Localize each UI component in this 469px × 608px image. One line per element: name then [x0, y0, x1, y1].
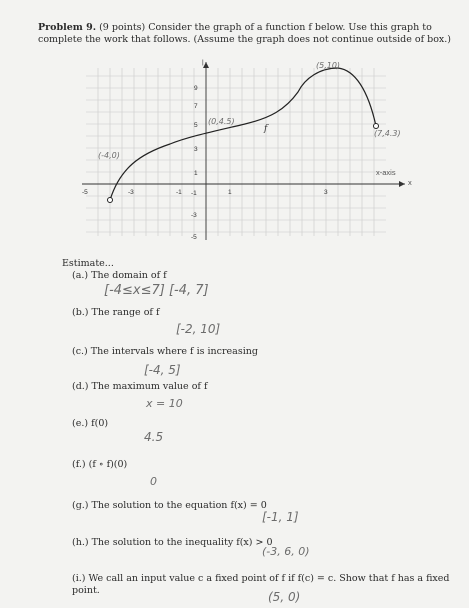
point-label-right: (7,4.3) [374, 129, 401, 138]
question-c [72, 346, 258, 357]
question-f [72, 459, 127, 470]
question-g [72, 500, 267, 511]
y-tick-neg1: -1 [191, 190, 197, 197]
y-tick-7: 7 [194, 103, 198, 110]
question-a-label: (a.) [72, 270, 89, 281]
y-axis-end-mark: | [202, 59, 204, 66]
y-tick-9: 9 [194, 85, 198, 92]
curve-label-f: f [264, 124, 268, 134]
point-label-top: (5,10) [316, 61, 341, 70]
question-g-label: (g.) [72, 500, 89, 511]
question-a [72, 270, 167, 281]
x-tick-1: 1 [228, 189, 232, 196]
problem-text: (9 points) Consider the graph of a function f below. Use this graph to complete the work that follows. (Assume the graph does not continue outside of box.) [38, 22, 451, 45]
x-tick-neg3: -3 [128, 189, 134, 196]
question-h-label: (h.) [72, 537, 89, 548]
x-tick-neg1: -1 [176, 189, 182, 196]
function-graph [70, 58, 415, 248]
question-i-text: We call an input value c a fixed point of f if f(c) = c. Show that f has a fixed point. [72, 573, 450, 596]
x-axis-label: x-axis [376, 168, 396, 177]
y-tick-neg3: -3 [191, 212, 197, 219]
question-e [72, 418, 108, 429]
answer-d: x = 10 [146, 397, 183, 410]
domain-end-point [374, 124, 379, 129]
question-b [72, 307, 159, 318]
question-a-text: The domain of f [91, 270, 167, 281]
y-tick-1: 1 [194, 170, 198, 177]
x-axis-end-label: x [408, 178, 412, 187]
answer-f: 0 [150, 475, 157, 488]
question-d [72, 381, 207, 392]
question-c-label: (c.) [72, 346, 88, 357]
question-b-text: The range of f [91, 307, 160, 318]
y-tick-3: 3 [194, 146, 198, 153]
x-tick-3: 3 [324, 189, 328, 196]
answer-h: (-3, 6, 0) [262, 545, 310, 558]
question-i-label: (i.) [72, 573, 86, 584]
question-b-label: (b.) [72, 307, 89, 318]
question-e-label: (e.) [72, 418, 89, 429]
question-c-text: The intervals where f is increasing [90, 346, 258, 357]
question-f-text: (f ∘ f)(0) [88, 459, 128, 470]
question-i [72, 573, 452, 597]
answer-e: 4.5 [144, 430, 164, 444]
y-axis-arrow [203, 62, 209, 68]
answer-g: [-1, 1] [262, 510, 299, 524]
point-label-mid: (0,4.5) [208, 117, 235, 126]
x-tick-neg5: -5 [82, 189, 88, 196]
problem-label: Problem 9. [38, 22, 97, 33]
question-h [72, 537, 273, 548]
y-tick-5: 5 [194, 122, 198, 129]
graph-grid [86, 68, 386, 236]
question-d-label: (d.) [72, 381, 89, 392]
answer-b: [-2, 10] [176, 322, 221, 336]
question-h-text: The solution to the inequality f(x) > 0 [91, 537, 273, 548]
problem-statement [38, 22, 458, 46]
y-tick-neg5: -5 [191, 234, 197, 241]
answer-c: [-4, 5] [144, 363, 181, 377]
question-g-text: The solution to the equation f(x) = 0 [91, 500, 267, 511]
point-label-left: (-4,0) [98, 151, 120, 160]
domain-start-point [108, 198, 113, 203]
question-d-text: The maximum value of f [91, 381, 208, 392]
x-axis-arrow [399, 181, 405, 187]
answer-i: (5, 0) [268, 590, 301, 604]
estimate-heading: Estimate... [62, 258, 114, 269]
question-f-label: (f.) [72, 459, 86, 470]
answer-a: [-4≤x≤7] [-4, 7] [104, 283, 209, 298]
question-e-text: f(0) [91, 418, 109, 429]
